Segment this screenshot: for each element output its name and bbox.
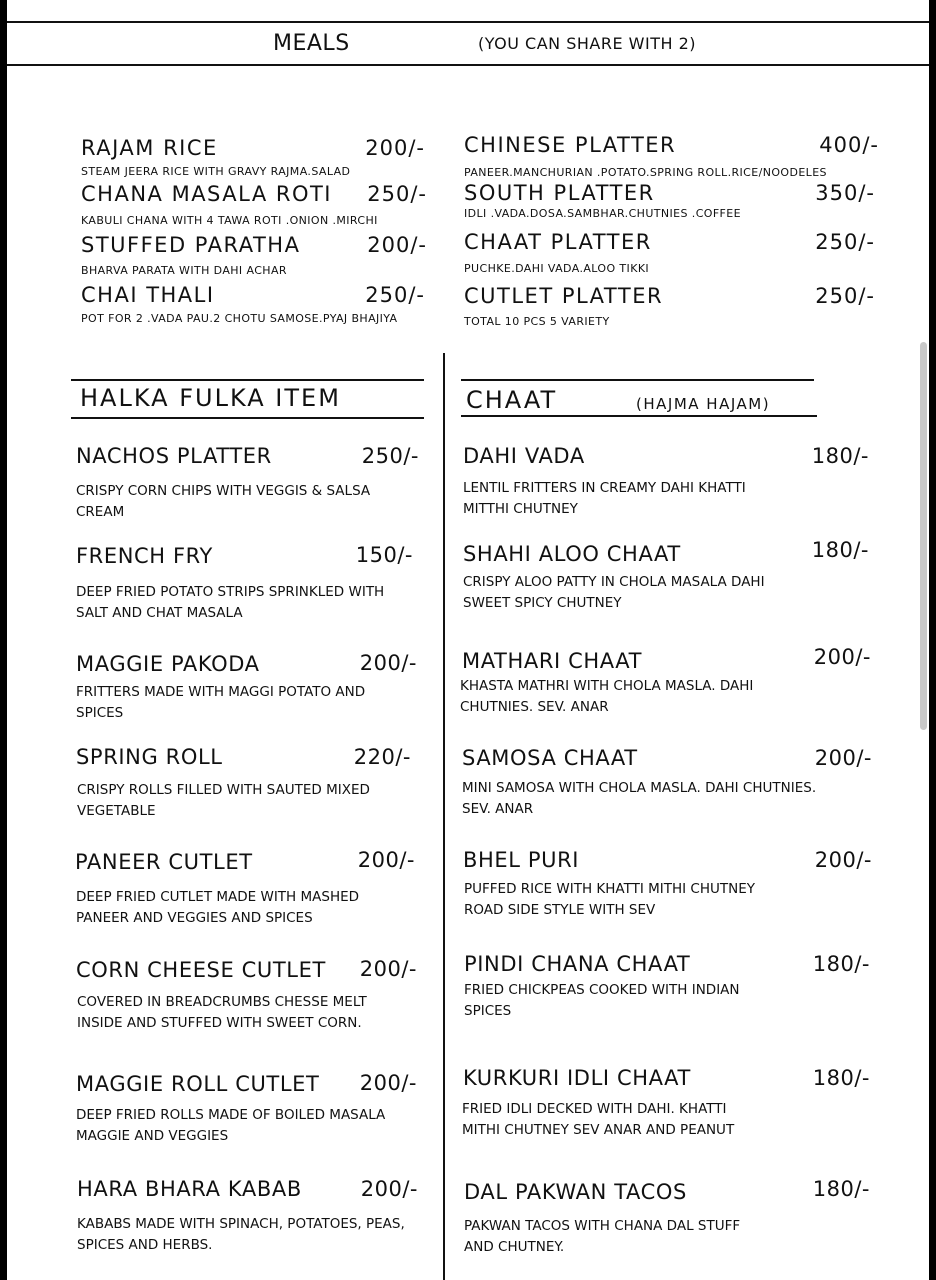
header-bottom-rule bbox=[7, 64, 929, 66]
chaat-item-name: BHEL PURI bbox=[463, 848, 580, 872]
halka-item-name: MAGGIE PAKODA bbox=[76, 652, 260, 676]
halka-item-price: 200/- bbox=[359, 651, 417, 675]
chaat-item-price: 180/- bbox=[812, 1177, 870, 1201]
halka-item-name: PANEER CUTLET bbox=[75, 850, 253, 874]
chaat-bottom-rule bbox=[461, 415, 817, 417]
halka-item-price: 200/- bbox=[360, 1177, 418, 1201]
halka-item-price: 150/- bbox=[355, 543, 413, 567]
meals-share-note: (YOU CAN SHARE WITH 2) bbox=[478, 34, 696, 53]
meal-description: TOTAL 10 PCS 5 VARIETY bbox=[464, 315, 610, 328]
meal-name: RAJAM RICE bbox=[81, 136, 218, 160]
meal-name: STUFFED PARATHA bbox=[81, 233, 301, 257]
meal-name: CHANA MASALA ROTI bbox=[81, 182, 333, 206]
chaat-item-price: 180/- bbox=[811, 444, 869, 468]
meal-name: CHINESE PLATTER bbox=[464, 133, 677, 157]
chaat-item-price: 200/- bbox=[814, 746, 872, 770]
meal-name: CHAAT PLATTER bbox=[464, 230, 652, 254]
meal-price: 350/- bbox=[815, 181, 875, 205]
halka-item-price: 200/- bbox=[359, 957, 417, 981]
halka-item-name: NACHOS PLATTER bbox=[76, 444, 272, 468]
meal-price: 250/- bbox=[815, 284, 875, 308]
halka-top-rule bbox=[71, 379, 424, 381]
halka-item-price: 200/- bbox=[357, 848, 415, 872]
chaat-item-description: FRIED IDLI DECKED WITH DAHI. KHATTI MITHI CHUTNEY SEV ANAR AND PEANUT bbox=[462, 1101, 735, 1138]
chaat-item-name: KURKURI IDLI CHAAT bbox=[463, 1066, 691, 1090]
chaat-top-rule bbox=[461, 379, 814, 381]
chaat-item-price: 200/- bbox=[814, 848, 872, 872]
chaat-item-description: LENTIL FRITTERS IN CREAMY DAHI KHATTI MITTHI CHUTNEY bbox=[463, 480, 746, 517]
chaat-item-description: PAKWAN TACOS WITH CHANA DAL STUFF AND CHUTNEY. bbox=[464, 1218, 741, 1255]
meal-description: POT FOR 2 .VADA PAU.2 CHOTU SAMOSE.PYAJ BHAJIYA bbox=[81, 312, 398, 325]
chaat-section-title: CHAAT bbox=[466, 386, 558, 414]
halka-item-description: DEEP FRIED CUTLET MADE WITH MASHED PANEER AND VEGGIES AND SPICES bbox=[76, 889, 360, 926]
meal-name: CHAI THALI bbox=[81, 283, 215, 307]
meal-name: CUTLET PLATTER bbox=[464, 284, 664, 308]
halka-item-description: CRISPY CORN CHIPS WITH VEGGIS & SALSA CREAM bbox=[76, 483, 371, 520]
chaat-item-name: DAHI VADA bbox=[463, 444, 585, 468]
halka-item-price: 200/- bbox=[359, 1071, 417, 1095]
halka-item-price: 250/- bbox=[361, 444, 419, 468]
meal-description: PANEER.MANCHURIAN .POTATO.SPRING ROLL.RICE/NOODELES bbox=[464, 166, 827, 179]
halka-item-name: FRENCH FRY bbox=[76, 544, 213, 568]
halka-item-description: KABABS MADE WITH SPINACH, POTATOES, PEAS, SPICES AND HERBS. bbox=[77, 1216, 405, 1253]
halka-item-description: DEEP FRIED POTATO STRIPS SPRINKLED WITH SALT AND CHAT MASALA bbox=[76, 584, 385, 621]
meal-price: 200/- bbox=[367, 233, 427, 257]
column-divider bbox=[443, 353, 445, 1280]
halka-item-name: MAGGIE ROLL CUTLET bbox=[76, 1072, 320, 1096]
halka-item-description: COVERED IN BREADCRUMBS CHESSE MELT INSIDE AND STUFFED WITH SWEET CORN. bbox=[77, 994, 367, 1031]
chaat-item-description: FRIED CHICKPEAS COOKED WITH INDIAN SPICES bbox=[464, 982, 740, 1019]
chaat-item-description: KHASTA MATHRI WITH CHOLA MASLA. DAHI CHUTNIES. SEV. ANAR bbox=[460, 678, 754, 715]
halka-item-name: CORN CHEESE CUTLET bbox=[76, 958, 326, 982]
halka-bottom-rule bbox=[71, 417, 424, 419]
halka-item-name: SPRING ROLL bbox=[76, 745, 223, 769]
meal-description: BHARVA PARATA WITH DAHI ACHAR bbox=[81, 264, 287, 277]
meal-description: KABULI CHANA WITH 4 TAWA ROTI .ONION .MIRCHI bbox=[81, 214, 378, 227]
meal-description: IDLI .VADA.DOSA.SAMBHAR.CHUTNIES .COFFEE bbox=[464, 207, 741, 220]
meals-title: MEALS bbox=[273, 31, 350, 56]
meal-name: SOUTH PLATTER bbox=[464, 181, 655, 205]
halka-item-name: HARA BHARA KABAB bbox=[77, 1177, 302, 1201]
meal-description: PUCHKE.DAHI VADA.ALOO TIKKI bbox=[464, 262, 650, 275]
chaat-item-name: SAMOSA CHAAT bbox=[462, 746, 638, 770]
chaat-item-price: 180/- bbox=[812, 1066, 870, 1090]
halka-item-description: FRITTERS MADE WITH MAGGI POTATO AND SPICES bbox=[76, 684, 366, 721]
chaat-item-description: PUFFED RICE WITH KHATTI MITHI CHUTNEY ROAD SIDE STYLE WITH SEV bbox=[464, 881, 755, 918]
chaat-item-price: 180/- bbox=[812, 952, 870, 976]
chaat-item-name: PINDI CHANA CHAAT bbox=[464, 952, 691, 976]
meal-description: STEAM JEERA RICE WITH GRAVY RAJMA.SALAD bbox=[81, 165, 351, 178]
halka-item-description: CRISPY ROLLS FILLED WITH SAUTED MIXED VEGETABLE bbox=[77, 782, 370, 819]
menu-page bbox=[7, 0, 929, 1280]
chaat-item-name: MATHARI CHAAT bbox=[462, 649, 643, 673]
chaat-item-description: MINI SAMOSA WITH CHOLA MASLA. DAHI CHUTNIES. SEV. ANAR bbox=[462, 780, 817, 817]
halka-section-title: HALKA FULKA ITEM bbox=[80, 384, 341, 412]
chaat-item-name: SHAHI ALOO CHAAT bbox=[463, 542, 681, 566]
chaat-item-name: DAL PAKWAN TACOS bbox=[464, 1180, 687, 1204]
meal-price: 250/- bbox=[367, 182, 427, 206]
meal-price: 200/- bbox=[365, 136, 425, 160]
vertical-scrollbar[interactable] bbox=[920, 342, 927, 730]
chaat-item-price: 180/- bbox=[811, 538, 869, 562]
header-top-rule bbox=[7, 21, 929, 23]
chaat-item-price: 200/- bbox=[813, 645, 871, 669]
chaat-item-description: CRISPY ALOO PATTY IN CHOLA MASALA DAHI SWEET SPICY CHUTNEY bbox=[463, 574, 765, 611]
halka-item-description: DEEP FRIED ROLLS MADE OF BOILED MASALA MAGGIE AND VEGGIES bbox=[76, 1107, 386, 1144]
meal-price: 250/- bbox=[815, 230, 875, 254]
halka-item-price: 220/- bbox=[353, 745, 411, 769]
meal-price: 250/- bbox=[365, 283, 425, 307]
chaat-section-subtitle: (HAJMA HAJAM) bbox=[636, 395, 771, 413]
meal-price: 400/- bbox=[819, 133, 879, 157]
